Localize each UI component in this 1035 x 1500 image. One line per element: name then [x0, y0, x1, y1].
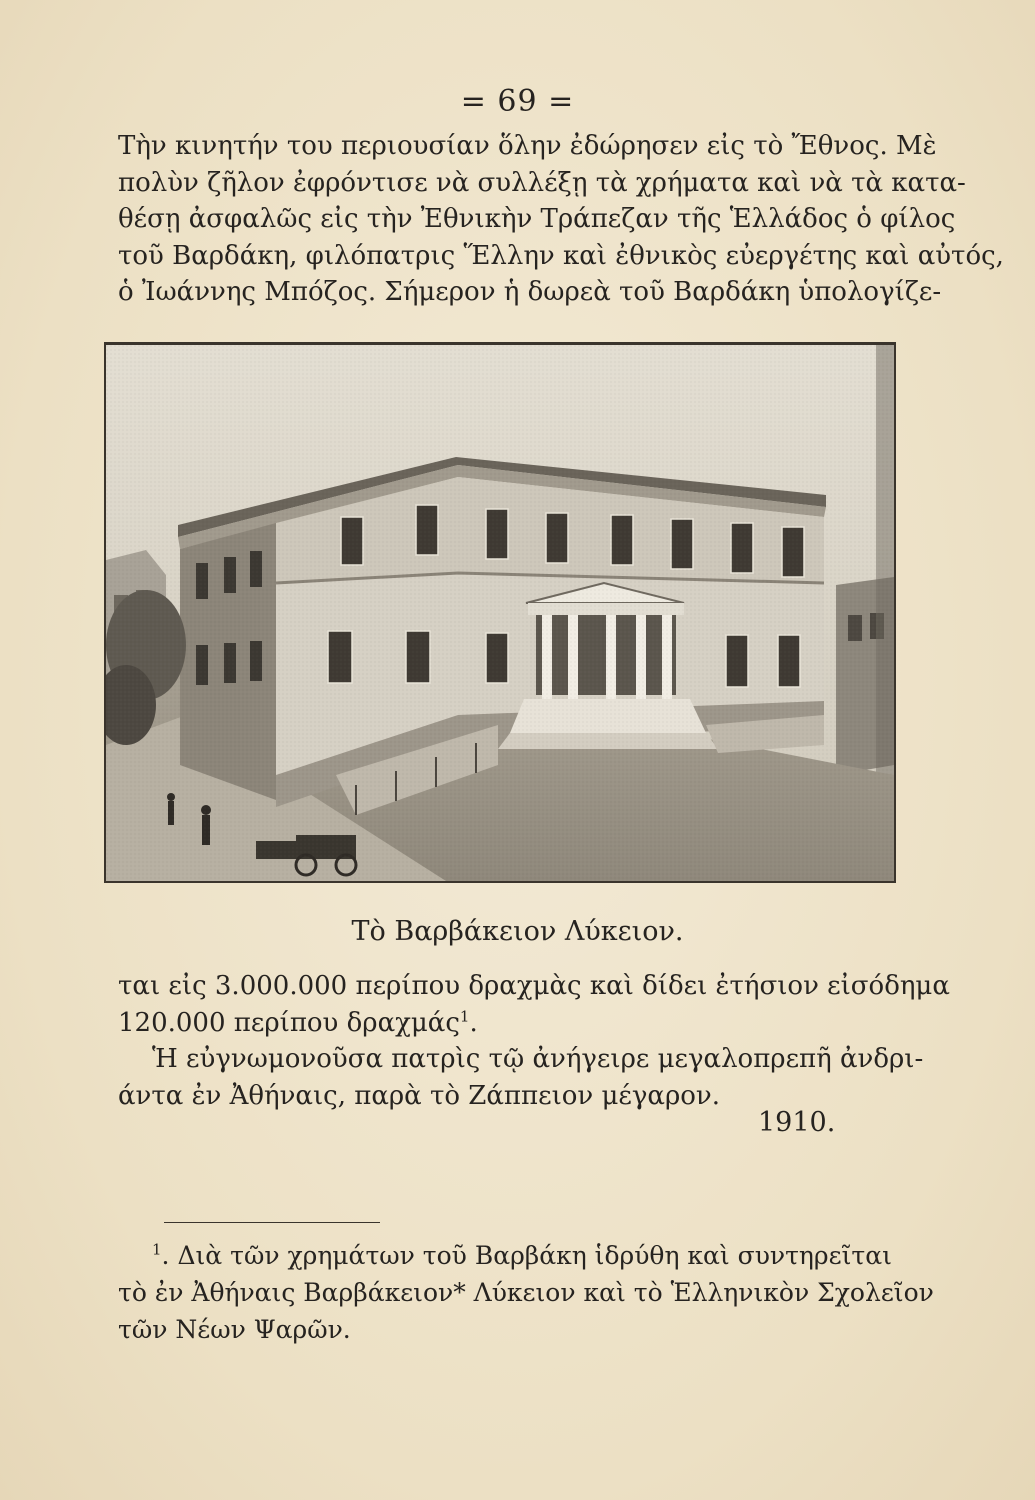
text-line: τοῦ Βαρδάκη, φιλόπατρις Ἕλλην καὶ ἐθνικὸς εὐεργέτης καὶ αὐτός,: [118, 240, 1004, 271]
sentence-end: .: [469, 1007, 478, 1038]
footnote-line: τὸ ἐν Ἀθήναις Βαρβάκειον* Λύκειον καὶ τὸ Ἑλληνικὸν Σχολεῖον: [118, 1278, 934, 1307]
building-illustration: [106, 345, 894, 881]
figure-caption: Τὸ Βαρβάκειον Λύκειον.: [351, 916, 684, 947]
footnote-line: [118, 1237, 892, 1274]
text-line: ὁ Ἰωάννης Μπόζος. Σήμερον ἡ δωρεὰ τοῦ Βαρδάκη ὑπολογίζε-: [118, 277, 942, 307]
school-building-photo: [104, 342, 896, 883]
footnote-reference: 1: [459, 1006, 470, 1025]
date: 1910.: [758, 1107, 836, 1138]
text-line: Ἡ εὐγνωμονοῦσα πατρὶς τῷ ἀνήγειρε μεγαλοπρεπῆ ἀνδρι-: [152, 1044, 924, 1074]
text-line: άντα ἐν Ἀθήναις, παρὰ τὸ Ζάππειον μέγαρον.: [118, 1080, 720, 1111]
text-line: θέσῃ ἀσφαλῶς εἰς τὴν Ἐθνικὴν Τράπεζαν τῆς Ἑλλάδος ὁ φίλος: [118, 204, 956, 234]
text-line: πολὺν ζῆλον ἐφρόντισε νὰ συλλέξῃ τὰ χρήματα καὶ νὰ τὰ κατα-: [118, 167, 966, 198]
footnote-text: . Διὰ τῶν χρημάτων τοῦ Βαρβάκη ἱδρύθη καὶ συντηρεῖται: [161, 1241, 892, 1270]
text-line: [118, 1005, 880, 1042]
paragraph-top: [118, 128, 1004, 311]
text-line: Τὴν κινητήν του περιουσίαν ὅλην ἐδώρησεν εἰς τὸ Ἔθνος. Μὲ: [118, 131, 937, 161]
text-line-content: 120.000 περίπου δραχμάς: [118, 1007, 460, 1038]
footnote-mark: 1: [152, 1240, 162, 1259]
paragraph-bottom: [118, 968, 950, 1114]
page-number: = 69 =: [460, 84, 575, 119]
text-line: ται εἰς 3.000.000 περίπου δραχμὰς καὶ δίδει ἐτήσιον εἰσόδημα: [118, 971, 950, 1001]
footnote-divider: [164, 1222, 380, 1223]
footnote-line: τῶν Νέων Ψαρῶν.: [118, 1315, 351, 1344]
footnote: [118, 1237, 934, 1348]
